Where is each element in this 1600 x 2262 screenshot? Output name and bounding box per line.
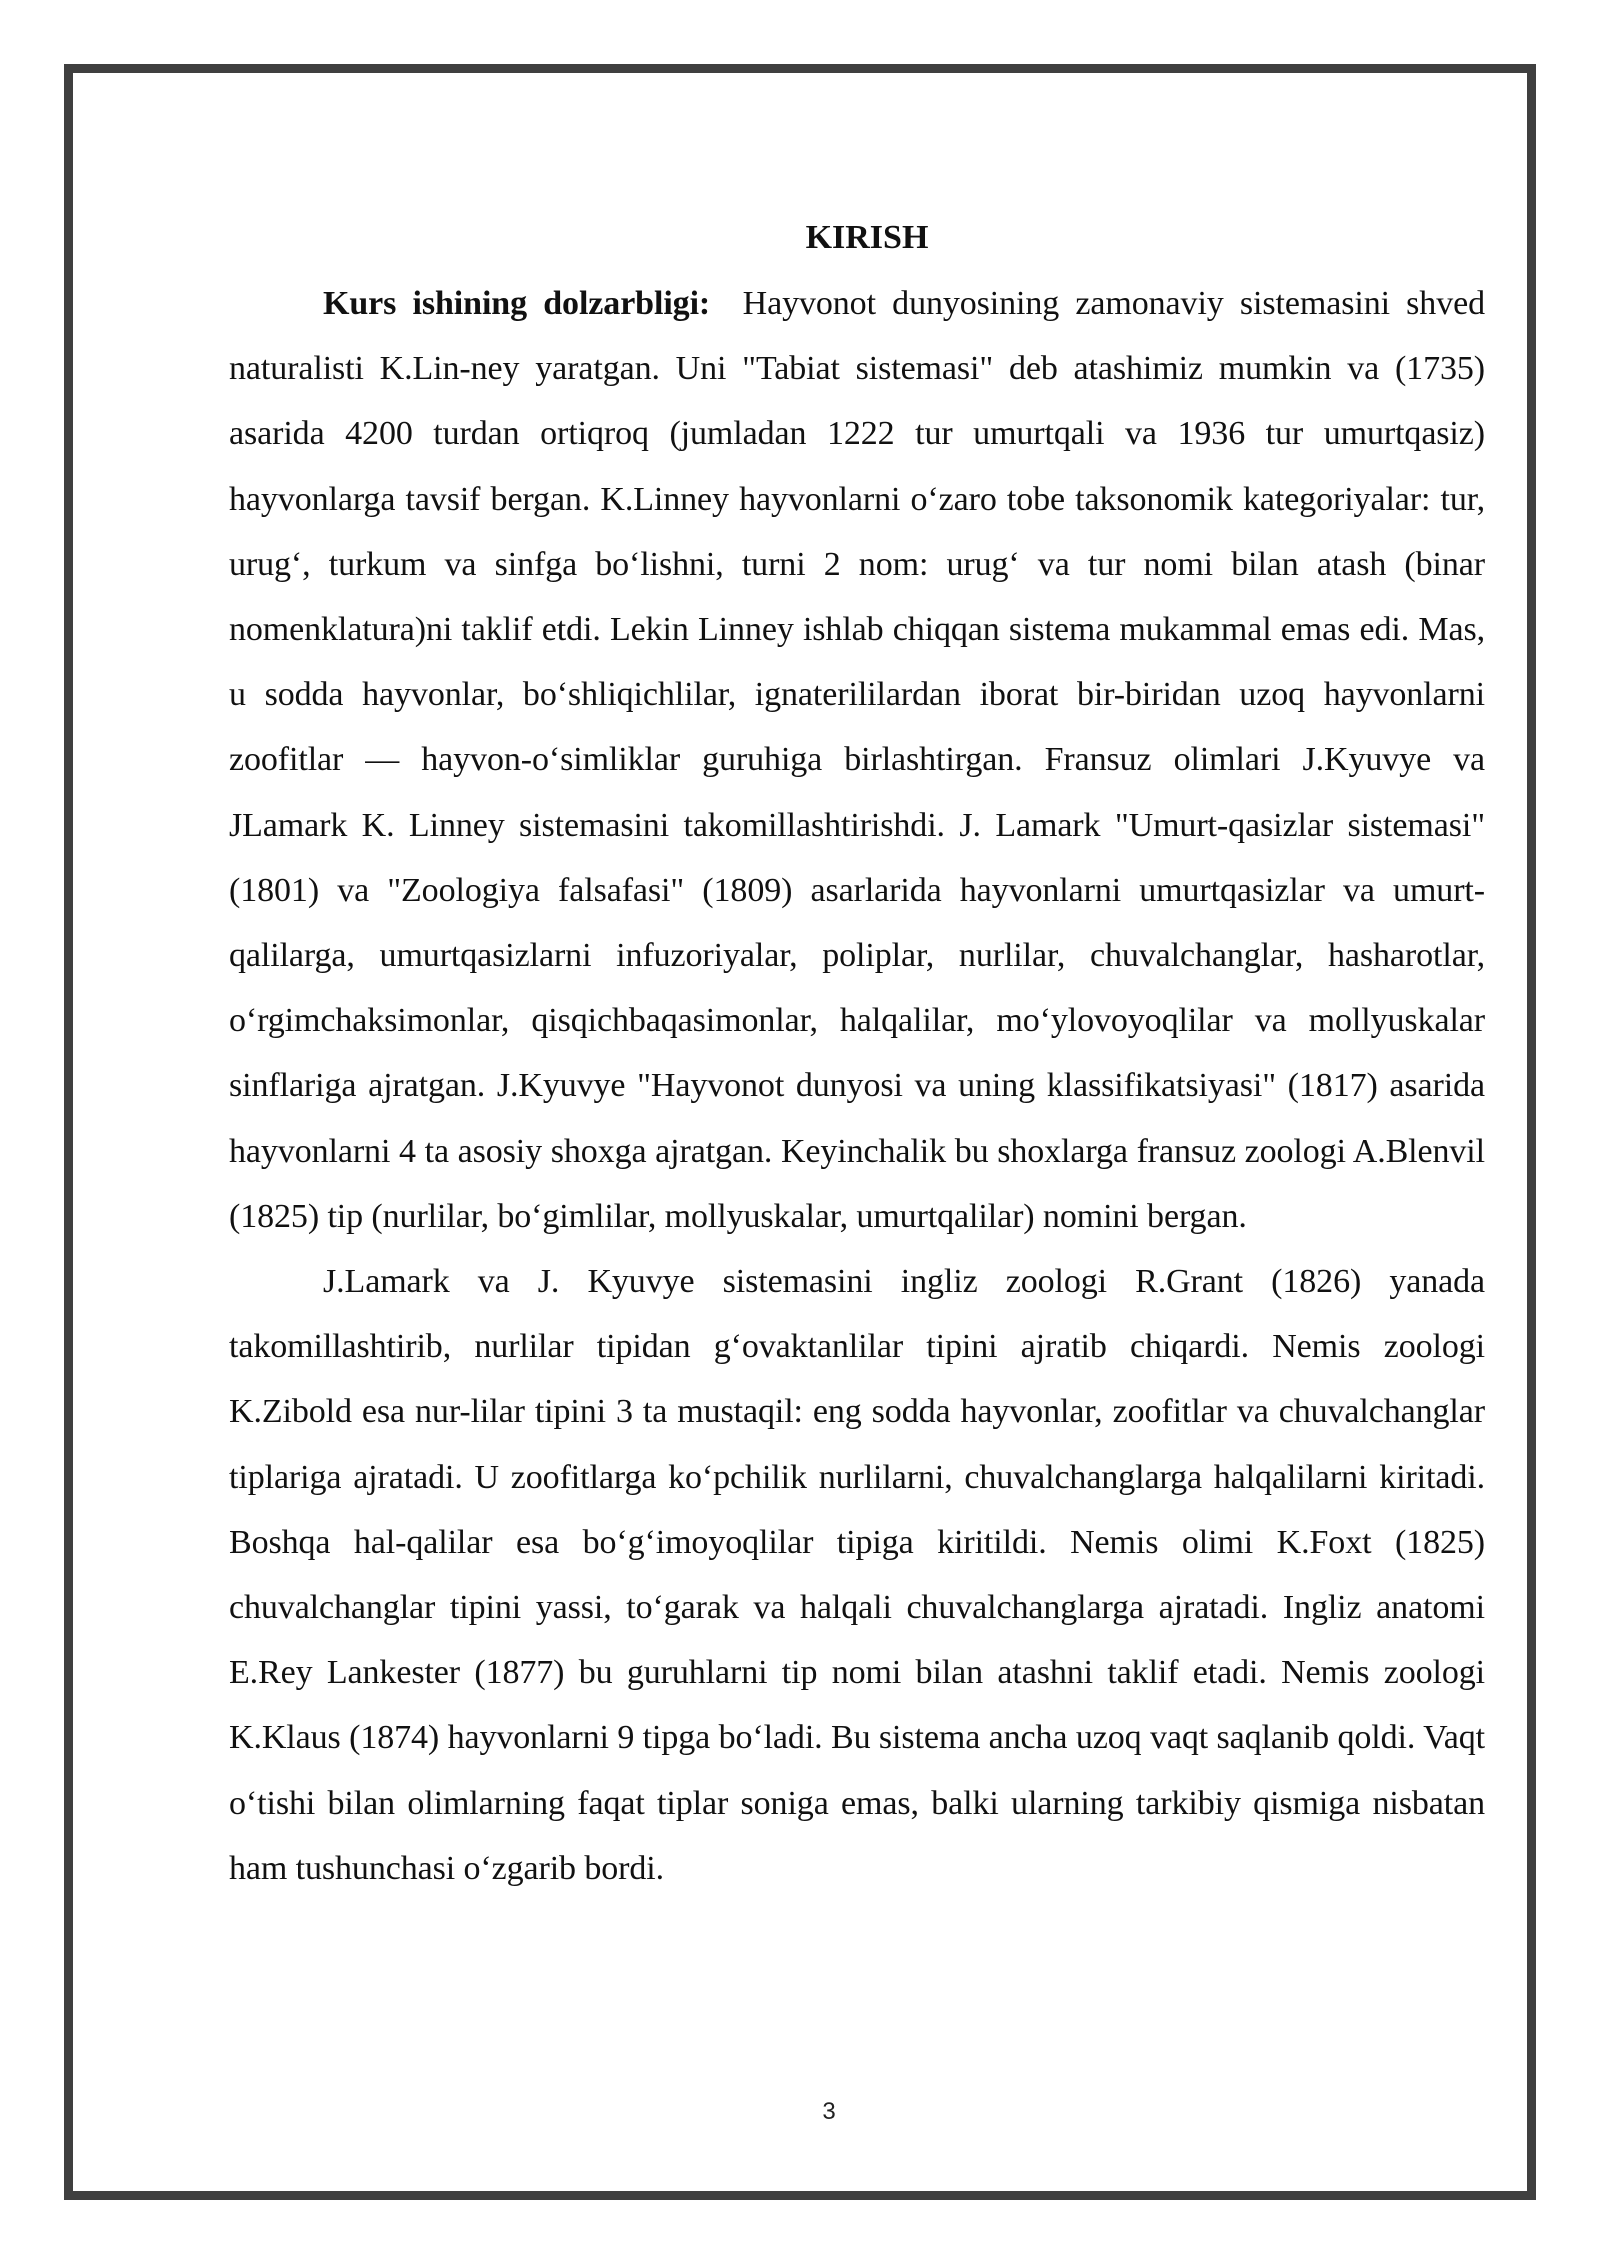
section-title: KIRISH: [805, 219, 929, 256]
paragraph-intro: [229, 271, 1485, 1249]
paragraph-second: [229, 1249, 1485, 1901]
document-body: [229, 205, 1485, 1901]
paragraph-second-text: J.Lamark va J. Kyuvye sistemasini ingliz zoologi R.Grant (1826) yanada takomillashtirib, nurlilar tipidan g‘ovaktanlilar tipini ajratib chiqardi. Nemis zoologi K.Zibold esa nur-lilar tipini 3 ta mustaqil: eng sodda hayvonlar, zoofitlar va chuvalchanglar tiplariga ajratadi. U zoofitlarga ko‘pchilik nurlilarni, chuvalchanglarga halqalilarni kiritadi. Boshqa hal-qalilar esa bo‘g‘imoyoqlilar tipiga kiritildi. Nemis olimi K.Foxt (1825) chuvalchanglar tipini yassi, to‘garak va halqali chuvalchanglarga ajratadi. Ingliz anatomi E.Rey Lankester (1877) bu guruhlarni tip nomi bilan atashni taklif etadi. Nemis zoologi K.Klaus (1874) hayvonlarni 9 tipga bo‘ladi. Bu sistema ancha uzoq vaqt saqlanib qoldi. Vaqt o‘tishi bilan olimlarning faqat tiplar soniga emas, balki ularning tarkibiy qismiga nisbatan ham tushunchasi o‘zgarib bordi.: [229, 1263, 1485, 1887]
paragraph-intro-text: Hayvonot dunyosining zamonaviy sistemasini shved naturalisti K.Lin-ney yaratgan. Uni "Tabiat sistemasi" deb atashimiz mumkin va (1735) asarida 4200 turdan ortiqroq (jumladan 1222 tur umurtqali va 1936 tur umurtqasiz) hayvonlarga tavsif bergan. K.Linney hayvonlarni o‘zaro tobe taksonomik kategoriyalar: tur, urug‘, turkum va sinfga bo‘lishni, turni 2 nom: urug‘ va tur nomi bilan atash (binar nomenklatura)ni taklif etdi. Lekin Linney ishlab chiqqan sistema mukammal emas edi. Mas, u sodda hayvonlar, bo‘shliqichlilar, ignaterililardan iborat bir-biridan uzoq hayvonlarni zoofitlar — hayvon-o‘simliklar guruhiga birlashtirgan. Fransuz olimlari J.Kyuvye va JLamark K. Linney sistemasini takomillashtirishdi. J. Lamark "Umurt-qasizlar sistemasi" (1801) va "Zoologiya falsafasi" (1809) asarlarida hayvonlarni umurtqasizlar va umurt-qalilarga, umurtqasizlarni infuzoriyalar, poliplar, nurlilar, chuvalchanglar, hasharotlar, o‘rgimchaksimonlar, qisqichbaqasimonlar, halqalilar, mo‘ylovoyoqlilar va mollyuskalar sinflariga ajratgan. J.Kyuvye "Hayvonot dunyosi va uning klassifikatsiyasi" (1817) asarida hayvonlarni 4 ta asosiy shoxga ajratgan. Keyinchalik bu shoxlarga fransuz zoologi A.Blenvil (1825) tip (nurlilar, bo‘gimlilar, mollyuskalar, umurtqalilar) nomini bergan.: [229, 285, 1485, 1235]
page-number: 3: [822, 2098, 836, 2125]
paragraph-lead-label: Kurs ishining dolzarbligi:: [323, 285, 711, 322]
